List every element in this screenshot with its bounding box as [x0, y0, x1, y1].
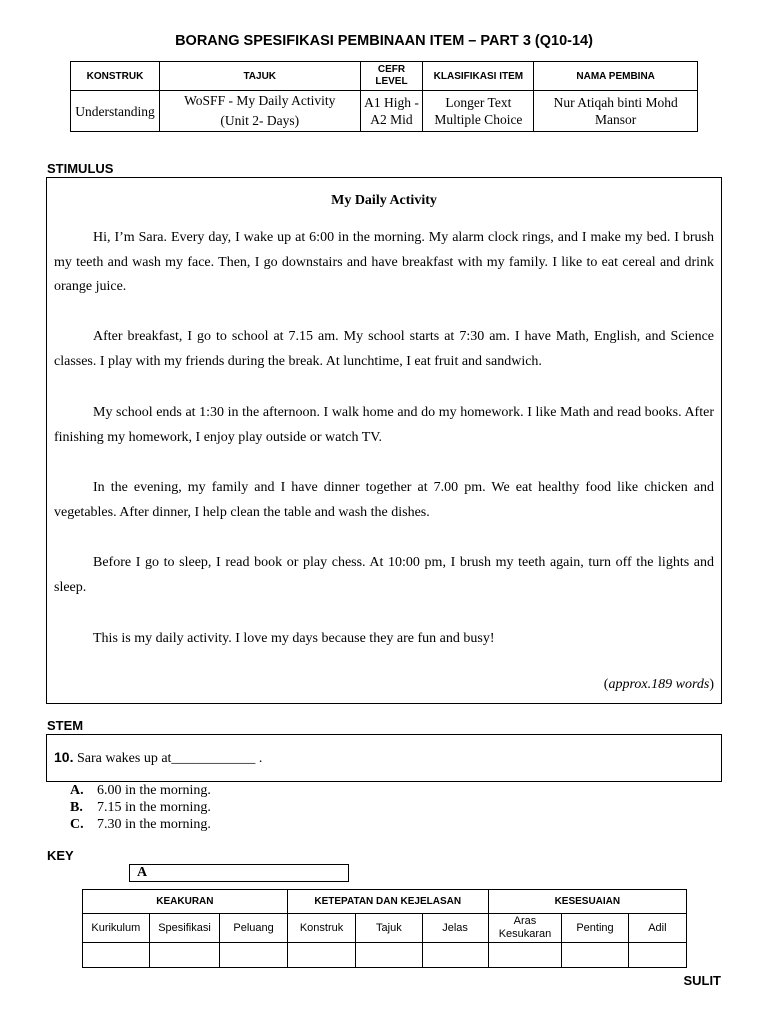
konstruk-value: Understanding — [71, 91, 160, 132]
criterion-kurikulum: Kurikulum — [83, 914, 150, 943]
header-nama-pembina: NAMA PEMBINA — [534, 62, 698, 91]
tajuk-line-1: WoSFF - My Daily Activity — [184, 93, 336, 108]
klasifikasi-line-2: Multiple Choice — [434, 112, 523, 127]
spec-value-row — [71, 91, 698, 132]
rubric-group-ketepatan: KETEPATAN DAN KEJELASAN — [287, 890, 488, 914]
header-konstruk: KONSTRUK — [71, 62, 160, 91]
option-b — [70, 799, 211, 816]
score-konstruk[interactable] — [287, 943, 356, 968]
header-cefr-level: CEFR LEVEL — [360, 62, 423, 91]
rubric-score-row — [83, 943, 687, 968]
header-tajuk: TAJUK — [159, 62, 360, 91]
option-b-letter: B. — [70, 800, 83, 815]
tajuk-line-2: (Unit 2- Days) — [220, 113, 300, 128]
option-a-letter: A. — [70, 783, 84, 798]
score-penting[interactable] — [562, 943, 628, 968]
rubric-table — [82, 889, 687, 968]
key-answer-box: A — [129, 864, 349, 882]
word-count-text: approx.189 words — [608, 677, 710, 692]
option-a-text: 6.00 in the morning. — [97, 783, 211, 798]
stem-question — [54, 749, 262, 767]
stimulus-paragraph-2: After breakfast, I go to school at 7.15 am. My school starts at 7:30 am. I have Math, English, and Science classes. I play with my friends during the break. At lunchtime, I eat fruit and sandwich. — [54, 329, 714, 369]
question-number: 10. — [54, 749, 74, 765]
score-peluang[interactable] — [220, 943, 287, 968]
word-count — [604, 677, 714, 693]
stem-box — [46, 734, 722, 782]
pembina-value — [534, 91, 698, 132]
stimulus-paragraph-4: In the evening, my family and I have dinner together at 7.00 pm. We eat healthy food like chicken and vegetables. After dinner, I help clean the table and wash the dishes. — [54, 480, 714, 520]
stimulus-paragraph-5: Before I go to sleep, I read book or play chess. At 10:00 pm, I brush my teeth again, turn off the lights and sleep. — [54, 555, 714, 595]
option-c — [70, 816, 211, 833]
criterion-tajuk: Tajuk — [356, 914, 422, 943]
option-c-text: 7.30 in the morning. — [97, 817, 211, 832]
score-tajuk[interactable] — [356, 943, 422, 968]
stimulus-paragraph-3: My school ends at 1:30 in the afternoon. I walk home and do my homework. I like Math and read books. After finishing my homework, I enjoy play outside or watch TV. — [54, 405, 714, 445]
stimulus-title: My Daily Activity — [331, 193, 437, 208]
stem-label: STEM — [47, 718, 84, 733]
header-klasifikasi-item: KLASIFIKASI ITEM — [423, 62, 534, 91]
rubric-group-keakuran: KEAKURAN — [83, 890, 288, 914]
spec-table — [70, 61, 698, 132]
key-label: KEY — [47, 848, 74, 863]
cefr-line-2: A2 Mid — [370, 112, 413, 127]
cefr-line-1: A1 High - — [364, 95, 419, 110]
criterion-spesifikasi: Spesifikasi — [149, 914, 220, 943]
spec-header-row — [71, 62, 698, 91]
stimulus-box — [46, 177, 722, 704]
option-c-letter: C. — [70, 817, 84, 832]
score-aras-kesukaran[interactable] — [488, 943, 562, 968]
rubric-criteria-row — [83, 914, 687, 943]
criterion-konstruk: Konstruk — [287, 914, 356, 943]
rubric-group-kesesuaian: KESESUAIAN — [488, 890, 686, 914]
stimulus-label: STIMULUS — [47, 161, 114, 176]
score-spesifikasi[interactable] — [149, 943, 220, 968]
pembina-line-2: Mansor — [595, 112, 637, 127]
word-count-open: ( — [603, 677, 609, 692]
word-count-close: ) — [709, 677, 714, 692]
rubric-group-row — [83, 890, 687, 914]
score-adil[interactable] — [628, 943, 686, 968]
stimulus-paragraph-1: Hi, I’m Sara. Every day, I wake up at 6:00 in the morning. My alarm clock rings, and I make my bed. I brush my teeth and wash my face. Then, I go downstairs and have breakfast with my family. I like to eat cereal and drink orange juice. — [54, 230, 714, 294]
cefr-value — [360, 91, 423, 132]
klasifikasi-value — [423, 91, 534, 132]
pembina-line-1: Nur Atiqah binti Mohd — [553, 95, 678, 110]
criterion-peluang: Peluang — [220, 914, 287, 943]
question-text: Sara wakes up at____________ . — [76, 751, 263, 766]
criterion-aras-kesukaran: Aras Kesukaran — [488, 914, 562, 943]
stimulus-paragraph-6: This is my daily activity. I love my days because they are fun and busy! — [93, 631, 495, 646]
criterion-jelas: Jelas — [422, 914, 488, 943]
criterion-penting: Penting — [562, 914, 628, 943]
criterion-adil: Adil — [628, 914, 686, 943]
page-title: BORANG SPESIFIKASI PEMBINAAN ITEM – PART 3 (Q10-14) — [175, 33, 593, 49]
option-b-text: 7.15 in the morning. — [97, 800, 211, 815]
score-kurikulum[interactable] — [83, 943, 150, 968]
tajuk-value — [159, 91, 360, 132]
option-a — [70, 782, 211, 799]
score-jelas[interactable] — [422, 943, 488, 968]
footer-sulit: SULIT — [683, 973, 721, 988]
klasifikasi-line-1: Longer Text — [445, 95, 512, 110]
